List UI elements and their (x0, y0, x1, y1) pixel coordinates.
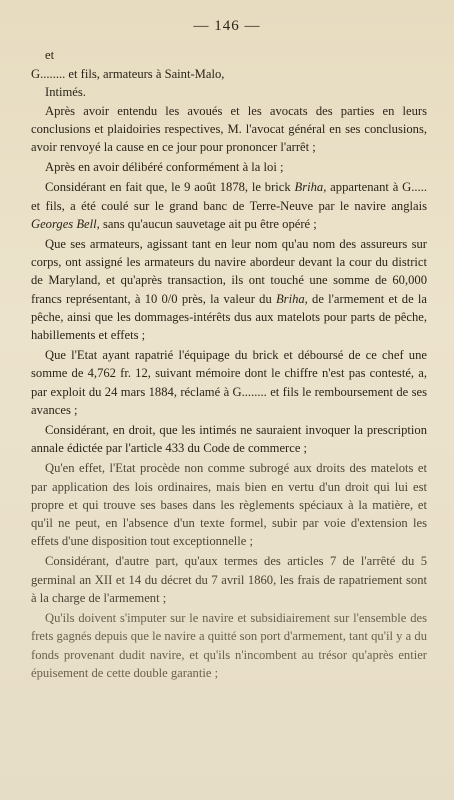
owners-text-a: Que ses armateurs, agissant tant en leur nom qu'au nom des assureurs sur corps, ont assigné les armateurs du navire abordeur devant la cour du district de Maryland, et qu'après transaction, ils ont touché une somme de 60,000 francs représentant, à 10 0/0 près, la valeur du (31, 237, 427, 306)
paragraph-state-claim: Que l'Etat ayant rapatrié l'équipage du brick et déboursé de ce chef une somme de 4,762 fr. 12, suivant mémoire dont le chiffre n'est pas contesté, a, par exploit du 24 mars 1884, réclamé à G........ et fils le remboursement de ses avances ; (31, 348, 427, 417)
paragraph-state-right: Qu'en effet, l'Etat procède non comme subrogé aux droits des matelots et par application des lois ordinaires, mais bien en vertu d'un droit qui lui est propre et qui trouve ses bases dans les règlements spéciaux à la matière, et qu'il ne peut, en l'absence d'un texte formel, subir par voie d'extension les effets d'une disposition tout exceptionnelle ; (31, 461, 427, 549)
facts-text-a: Considérant en fait que, le 9 août 1878, le brick (45, 180, 295, 195)
paragraph-repatriation: Considérant, d'autre part, qu'aux termes des articles 7 de l'arrêté du 5 germinal an XII et 14 du décret du 7 avril 1860, les frais de rapatriement sont à la charge de l'armement ; (31, 554, 427, 605)
paragraph-imputation: Qu'ils doivent s'imputer sur le navire et subsidiairement sur l'ensemble des frets gagnés depuis que le navire a quitté son port d'armement, tant qu'il y a du fonds provenant dudit navire, et qu'ils n'incombent au trésor qu'après entier épuisement de cette double garantie ; (31, 611, 427, 680)
paragraph-facts (31, 178, 427, 233)
owners-text-c: , de l'armement et de la pêche, ainsi que les dommages-intérêts dus aux matelots pour parts de pêche, habillements et effets ; (31, 291, 427, 343)
page-body (31, 46, 427, 682)
paragraph-owners (31, 235, 427, 344)
vessel-name-briha: Briha (294, 180, 324, 195)
vessel-name-georges-bell: Georges Bell (31, 216, 97, 231)
party-role: Intimés. (45, 85, 86, 100)
facts-text-c: , appartenant à G..... et fils, a été coulé sur le grand banc de Terre-Neuve par le navire anglais (31, 180, 427, 213)
vessel-name-briha-2: Briha (275, 291, 305, 306)
paragraph-hearing: Après avoir entendu les avoués et les avocats des parties en leurs conclusions et plaidoiries respectives, M. l'avocat général en ses conclusions, avoir renvoyé la cause en ce jour pour prononcer l'arrêt ; (31, 103, 427, 155)
facts-text-e: , sans qu'aucun sauvetage ait pu être opéré ; (96, 216, 317, 231)
paragraph-deliberation: Après en avoir délibéré conformément à la loi ; (45, 160, 284, 175)
paragraph-prescription: Considérant, en droit, que les intimés ne sauraient invoquer la prescription annale édictée par l'article 433 du Code de commerce ; (31, 423, 427, 456)
page-number: — 146 — (193, 18, 261, 34)
party-line: G........ et fils, armateurs à Saint-Malo, (31, 67, 225, 82)
paragraph-et: et (45, 48, 55, 62)
